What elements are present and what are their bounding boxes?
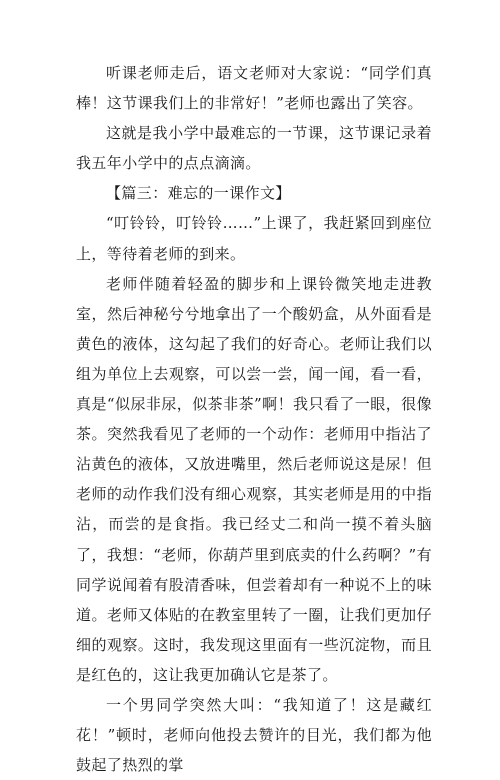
paragraph-1: 听课老师走后，语文老师对大家说：“同学们真棒！这节课我们上的非常好！”老师也露出了笑容。 [76,64,432,113]
paragraph-2: 这就是我小学中最难忘的一节课，这节课记录着我五年小学中的点点滴滴。 [76,124,432,173]
paragraph-5: 一个男同学突然大叫：“我知道了！这是藏红花！”顿时，老师向他投去赞许的目光，我们都为他鼓起了热烈的掌 [76,695,432,775]
article-body [76,58,432,780]
paragraph-3: “叮铃铃，叮铃铃……”上课了，我赶紧回到座位上，等待着老师的到来。 [76,214,432,263]
paragraph-4: 老师伴随着轻盈的脚步和上课铃微笑地走进教室，然后神秘兮兮地拿出了一个酸奶盒，从外面看是黄色的液体，这勾起了我们的好奇心。老师让我们以组为单位上去观察，可以尝一尝，闻一闻，看一看，真是“似尿非尿，似茶非茶”啊！我只看了一眼，很像茶。突然我看见了老师的一个动作：老师用中指沾了沾黄色的液体，又放进嘴里，然后老师说这是尿！但老师的动作我们没有细心观察，其实老师是用的中指沾，而尝的是食指。我已经丈二和尚一摸不着头脑了，我想：“老师，你葫芦里到底卖的什么药啊？”有同学说闻着有股清香味，但尝着却有一种说不上的味道。老师又体贴的在教室里转了一圈，让我们更加仔细的观察。这时，我发现这里面有一些沉淀物，而且是红色的，这让我更加确认它是茶了。 [76,274,432,684]
section-heading: 【篇三：难忘的一课作文】 [106,184,291,203]
